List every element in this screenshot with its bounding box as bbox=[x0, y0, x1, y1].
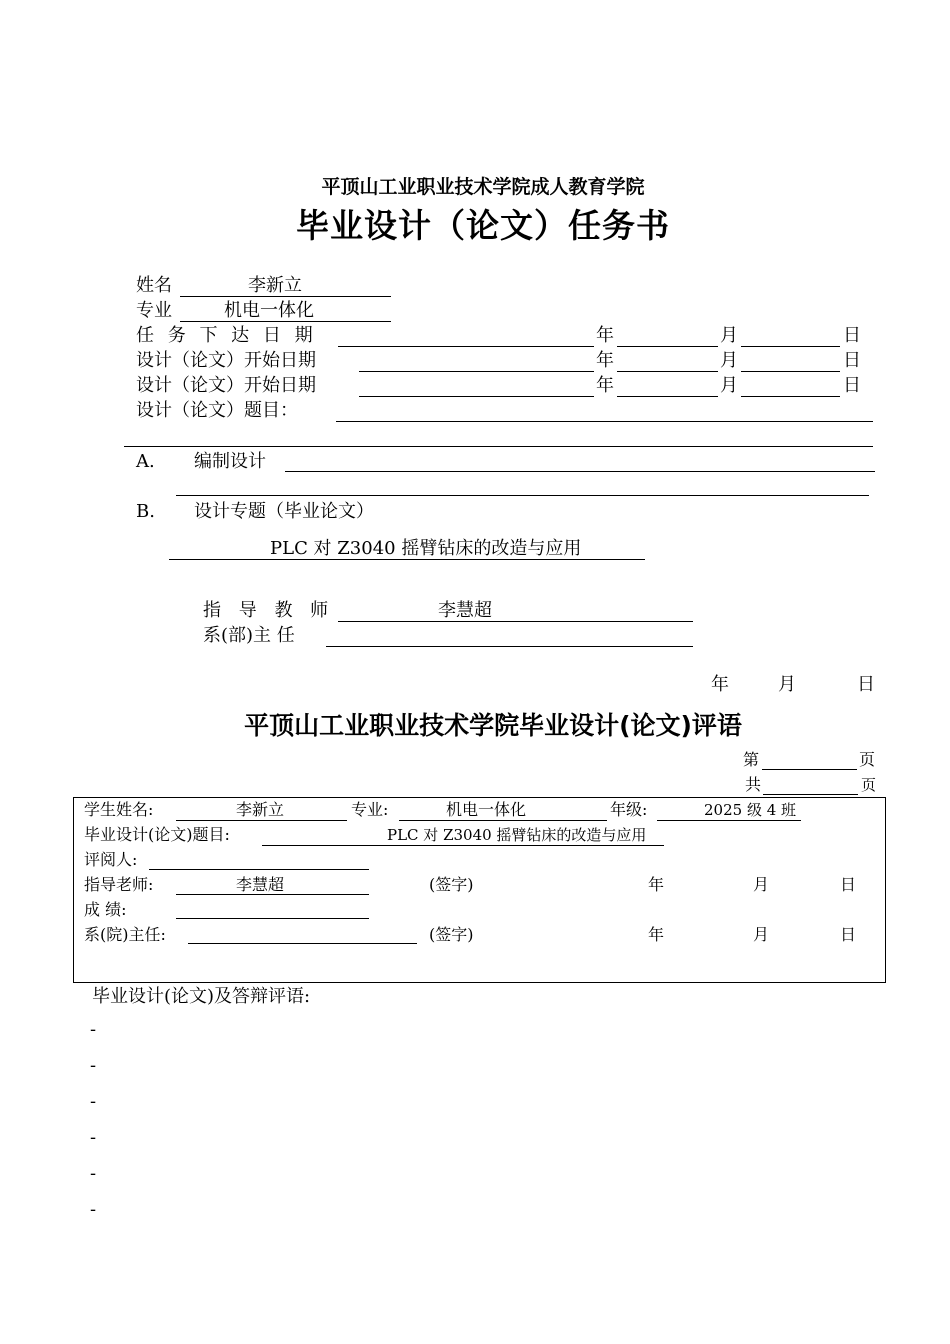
start-date-label-2: 设计（论文）开始日期 bbox=[136, 375, 316, 396]
advisor-value: 李慧超 bbox=[438, 600, 492, 621]
issue-year-label: 年 bbox=[596, 325, 614, 346]
date-month-label: 月 bbox=[778, 674, 796, 695]
option-a-label: 编制设计 bbox=[194, 451, 266, 472]
issue-date-underline-month bbox=[617, 346, 718, 347]
date-day-label: 日 bbox=[857, 674, 875, 695]
start-date-label-1: 设计（论文）开始日期 bbox=[136, 350, 316, 371]
comment-line: - bbox=[90, 1199, 97, 1220]
major-label: 专业 bbox=[136, 300, 172, 321]
start-date-1-underline-month bbox=[617, 371, 718, 372]
review-advisor-label: 指导老师: bbox=[84, 875, 154, 894]
dept-head-underline bbox=[326, 646, 693, 647]
start-date-2-underline-month bbox=[617, 396, 718, 397]
start-date-2-underline-year bbox=[359, 396, 594, 397]
student-name-label: 学生姓名: bbox=[84, 800, 154, 819]
advisor-label: 指 导 教 师 bbox=[203, 600, 335, 621]
thesis-topic: PLC 对 Z3040 摇臂钻床的改造与应用 bbox=[270, 538, 582, 559]
grade-underline bbox=[657, 820, 801, 821]
start-2-day-label: 日 bbox=[843, 375, 861, 396]
name-value: 李新立 bbox=[248, 275, 302, 296]
document-title: 毕业设计（论文）任务书 bbox=[296, 206, 670, 245]
dept-head-label: 系(部)主 任 bbox=[203, 625, 295, 646]
review-topic-value: PLC 对 Z3040 摇臂钻床的改造与应用 bbox=[387, 826, 647, 844]
review-dept-head-label: 系(院)主任: bbox=[84, 925, 166, 944]
review-topic-label: 毕业设计(论文)题目: bbox=[84, 825, 230, 844]
option-b-label: 设计专题（毕业论文） bbox=[194, 501, 374, 522]
reviewer-label: 评阅人: bbox=[84, 850, 138, 869]
review-major-value: 机电一体化 bbox=[446, 800, 527, 819]
comment-line: - bbox=[90, 1127, 97, 1148]
dept-head-year-label: 年 bbox=[648, 925, 665, 944]
start-1-day-label: 日 bbox=[843, 350, 861, 371]
major-value: 机电一体化 bbox=[224, 300, 314, 321]
name-label: 姓名 bbox=[136, 275, 172, 296]
page-no-prefix: 第 bbox=[743, 750, 760, 769]
page-total-underline bbox=[763, 794, 858, 795]
option-a-underline-1 bbox=[285, 471, 875, 472]
issue-date-underline-day bbox=[741, 346, 840, 347]
page-total-suffix: 页 bbox=[861, 776, 877, 794]
grade-label: 年级: bbox=[610, 800, 648, 819]
dept-head-month-label: 月 bbox=[753, 925, 770, 944]
dept-head-day-label: 日 bbox=[840, 925, 857, 944]
issue-month-label: 月 bbox=[720, 325, 738, 346]
topic-label: 设计（论文）题目： bbox=[136, 400, 298, 421]
comment-line: - bbox=[90, 1163, 97, 1184]
start-date-1-underline-year bbox=[359, 371, 594, 372]
issue-day-label: 日 bbox=[843, 325, 861, 346]
start-date-1-underline-day bbox=[741, 371, 840, 372]
issue-date-label: 任 务 下 达 日 期 bbox=[136, 325, 317, 346]
comment-line: - bbox=[90, 1019, 97, 1040]
comment-line: - bbox=[90, 1091, 97, 1112]
grade-value: 2025 级 4 班 bbox=[704, 801, 797, 819]
start-date-2-underline-day bbox=[741, 396, 840, 397]
start-2-year-label: 年 bbox=[596, 375, 614, 396]
page-total-prefix: 共 bbox=[745, 775, 762, 794]
page-no-underline bbox=[762, 769, 857, 770]
institution-name: 平顶山工业职业技术学院成人教育学院 bbox=[321, 176, 645, 198]
review-major-label: 专业: bbox=[351, 800, 389, 819]
option-a-underline-2 bbox=[176, 495, 869, 496]
issue-date-underline-year bbox=[338, 346, 594, 347]
advisor-month-label: 月 bbox=[753, 875, 770, 894]
start-1-year-label: 年 bbox=[596, 350, 614, 371]
review-advisor-value: 李慧超 bbox=[236, 875, 285, 894]
score-label: 成 绩: bbox=[84, 900, 127, 919]
score-underline bbox=[176, 918, 369, 919]
advisor-underline bbox=[338, 621, 693, 622]
start-1-month-label: 月 bbox=[720, 350, 738, 371]
review-topic-underline bbox=[262, 845, 664, 846]
reviewer-underline bbox=[149, 869, 369, 870]
review-title: 平顶山工业职业技术学院毕业设计(论文)评语 bbox=[244, 711, 742, 740]
comments-label: 毕业设计(论文)及答辩评语: bbox=[92, 986, 311, 1007]
page-no-suffix: 页 bbox=[859, 750, 876, 769]
student-name-value: 李新立 bbox=[236, 800, 285, 819]
comment-line: - bbox=[90, 1055, 97, 1076]
advisor-year-label: 年 bbox=[648, 875, 665, 894]
start-2-month-label: 月 bbox=[720, 375, 738, 396]
topic-underline-1 bbox=[336, 421, 873, 422]
review-dept-head-underline bbox=[188, 943, 417, 944]
dept-head-sign-label: (签字) bbox=[429, 925, 474, 944]
date-year-label: 年 bbox=[711, 674, 729, 695]
topic-underline-2 bbox=[124, 446, 873, 447]
option-b-marker: B. bbox=[136, 501, 155, 522]
advisor-sign-label: (签字) bbox=[429, 875, 474, 894]
advisor-day-label: 日 bbox=[840, 875, 857, 894]
option-a-marker: A. bbox=[136, 451, 155, 472]
